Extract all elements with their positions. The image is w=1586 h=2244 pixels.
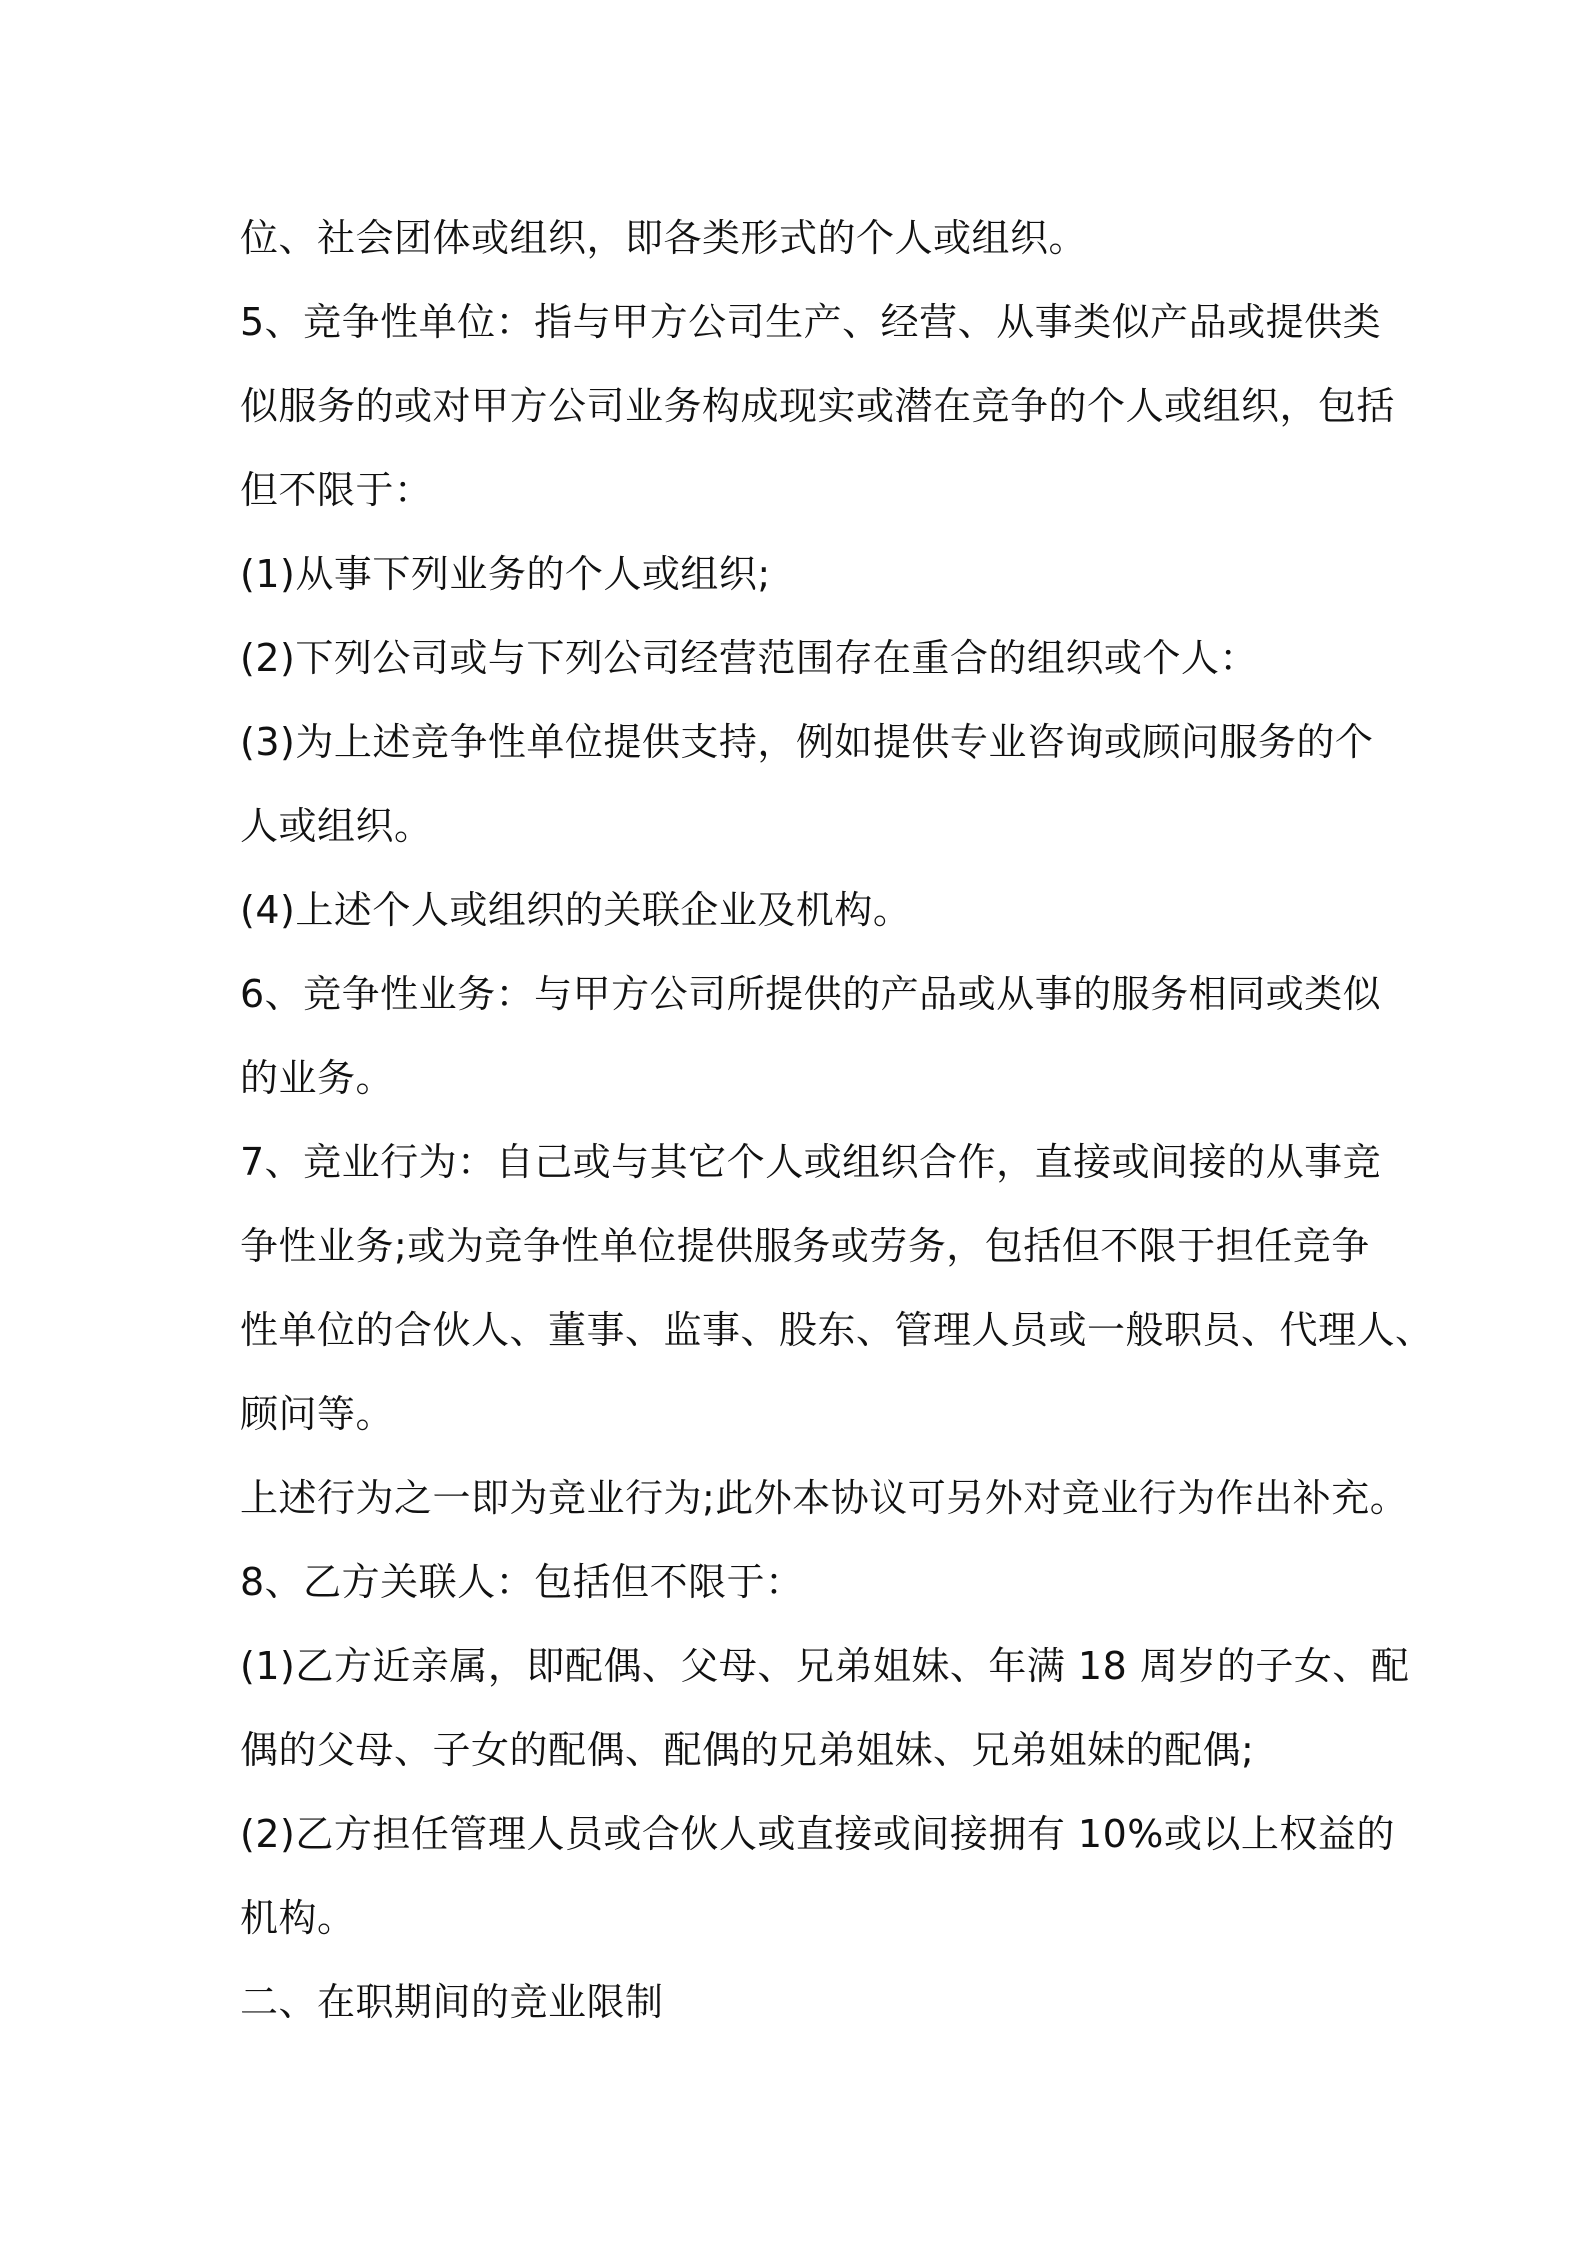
text-line: (2)乙方担任管理人员或合伙人或直接或间接拥有 10%或以上权益的 <box>240 1812 1395 1856</box>
text-line: (4)上述个人或组织的关联企业及机构。 <box>240 888 912 932</box>
text-line: 6、竞争性业务：与甲方公司所提供的产品或从事的服务相同或类似 <box>240 972 1382 1016</box>
text-line: 争性业务;或为竞争性单位提供服务或劳务，包括但不限于担任竞争 <box>240 1224 1370 1268</box>
document-body <box>240 196 1434 2044</box>
text-line: 机构。 <box>240 1896 356 1940</box>
text-line: 人或组织。 <box>240 804 433 848</box>
text-line: 5、竞争性单位：指与甲方公司生产、经营、从事类似产品或提供类 <box>240 300 1382 344</box>
text-line: 7、竞业行为：自己或与其它个人或组织合作，直接或间接的从事竞 <box>240 1140 1382 1184</box>
text-line: 上述行为之一即为竞业行为;此外本协议可另外对竞业行为作出补充。 <box>240 1476 1409 1520</box>
text-line: 偶的父母、子女的配偶、配偶的兄弟姐妹、兄弟姐妹的配偶; <box>240 1728 1255 1772</box>
section-heading: 二、在职期间的竞业限制 <box>240 1980 664 2024</box>
text-line: 但不限于： <box>240 468 433 512</box>
text-line: 性单位的合伙人、董事、监事、股东、管理人员或一般职员、代理人、 <box>240 1308 1434 1352</box>
text-line: 位、社会团体或组织，即各类形式的个人或组织。 <box>240 216 1088 260</box>
text-line: 顾问等。 <box>240 1392 395 1436</box>
text-line: (1)从事下列业务的个人或组织; <box>240 552 771 596</box>
text-line: 似服务的或对甲方公司业务构成现实或潜在竞争的个人或组织，包括 <box>240 384 1396 428</box>
text-line: 的业务。 <box>240 1056 395 1100</box>
text-line: 8、乙方关联人：包括但不限于： <box>240 1560 804 1604</box>
text-line: (3)为上述竞争性单位提供支持，例如提供专业咨询或顾问服务的个 <box>240 720 1374 764</box>
text-line: (2)下列公司或与下列公司经营范围存在重合的组织或个人： <box>240 636 1258 680</box>
text-line: (1)乙方近亲属，即配偶、父母、兄弟姐妹、年满 18 周岁的子女、配 <box>240 1644 1410 1688</box>
